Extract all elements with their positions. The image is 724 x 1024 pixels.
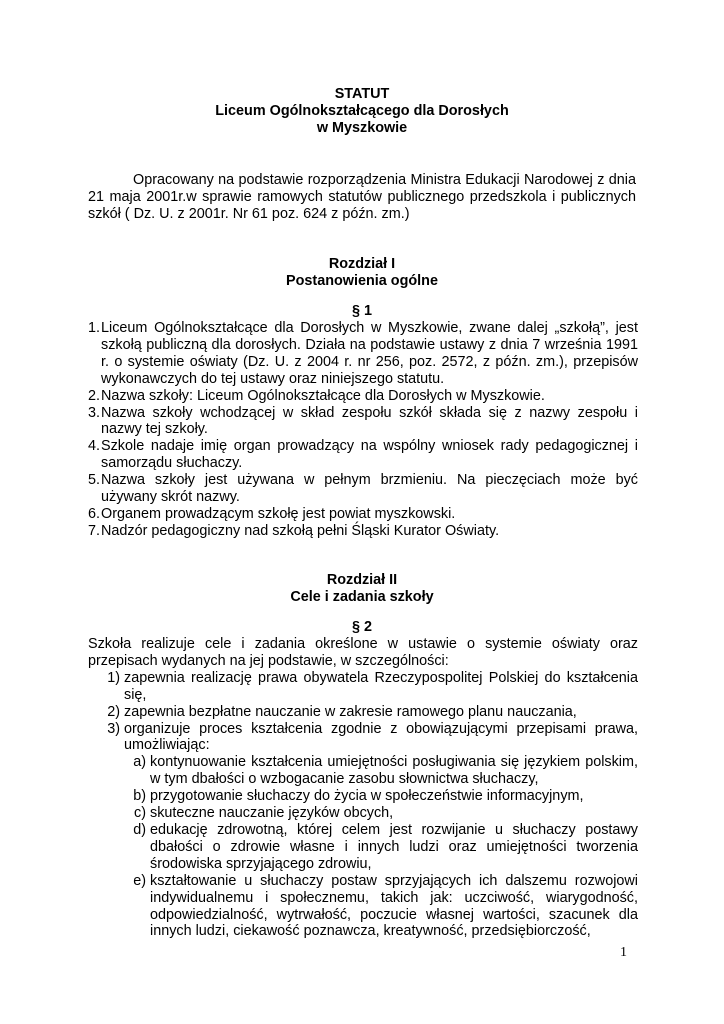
list-item: [88, 388, 638, 405]
list-item: [88, 788, 638, 805]
item-number: 4.: [88, 438, 101, 455]
item-letter: e): [133, 872, 146, 889]
item-letter: a): [133, 754, 146, 771]
list-item: [88, 506, 638, 523]
intro-paragraph: Opracowany na podstawie rozporządzenia Ministra Edukacji Narodowej z dnia 21 maja 2001r.w sprawie ramowych statutów publicznego przedszkola i publicznych szkół ( Dz. U. z 2001r. Nr 61 poz. 624 z późn. zm.): [88, 172, 636, 222]
item-text: organizuje proces kształcenia zgodnie z obowiązującymi przepisami prawa, umożliwiając:: [124, 720, 638, 754]
section-2-mark: § 2: [351, 619, 372, 635]
list-item: [88, 721, 638, 755]
item-text: Nazwa szkoły: Liceum Ogólnokształcące dla Dorosłych w Myszkowie.: [101, 387, 545, 404]
item-letter: c): [134, 805, 146, 822]
item-number: 6.: [88, 505, 101, 522]
item-number: 1.: [88, 320, 101, 336]
list-item: [88, 754, 638, 788]
item-text: skuteczne nauczanie języków obcych,: [150, 805, 394, 822]
chapter-1-subtitle: Postanowienia ogólne: [286, 272, 438, 289]
item-number: 2): [107, 703, 120, 720]
item-text: Organem prowadzącym szkołę jest powiat myszkowski.: [101, 505, 456, 522]
list-item: [88, 438, 638, 472]
list-item: [88, 805, 638, 822]
item-number: 2.: [88, 387, 101, 404]
chapter-2-heading: [88, 572, 636, 606]
item-text: Nazwa szkoły jest używana w pełnym brzmieniu. Na pieczęciach może być używany skrót nazwy.: [101, 472, 638, 506]
title-school-name: Liceum Ogólnokształcącego dla Dorosłych: [215, 102, 509, 119]
item-text: kontynuowanie kształcenia umiejętności posługiwania się językiem polskim, w tym dbałości o wzbogacanie zasobu słownictwa słuchaczy,: [150, 754, 638, 788]
page-number: 1: [620, 945, 627, 960]
list-item: [88, 320, 638, 388]
list-item: [88, 472, 638, 506]
chapter-1-title: Rozdział I: [328, 256, 396, 272]
item-letter: d): [133, 821, 146, 838]
list-item: [88, 670, 638, 704]
section-2-lead: Szkoła realizuje cele i zadania określone w ustawie o systemie oświaty oraz przepisach wydanych na jej podstawie, w szczególności:: [88, 636, 638, 669]
chapter-2-body: [88, 636, 638, 940]
item-number: 1): [107, 669, 120, 686]
item-text: zapewnia realizację prawa obywatela Rzeczypospolitej Polskiej do kształcenia się,: [124, 669, 638, 703]
list-item: [88, 873, 638, 941]
list-item: [88, 704, 638, 721]
item-number: 3): [107, 720, 120, 737]
item-text: Nazwa szkoły wchodzącej w skład zespołu szkół składa się z nazwy zespołu i nazwy tej szkoły.: [101, 404, 638, 438]
item-text: Liceum Ogólnokształcące dla Dorosłych w Myszkowie, zwane dalej „szkołą”, jest szkołą publiczną dla dorosłych. Działa na podstawie ustawy z dnia 7 września 1991 r. o systemie oświaty (Dz. U. z 2004 r. nr 256, poz. 2572, z późn. zm.), przepisów wykonawczych do tej ustawy oraz niniejszego statutu.: [101, 320, 638, 387]
list-item: [88, 523, 638, 540]
item-text: edukację zdrowotną, której celem jest rozwijanie u słuchaczy postawy dbałości o zdrowie własne i innych ludzi oraz umiejętności tworzenia środowiska sprzyjającego zdrowiu,: [150, 821, 638, 872]
list-item: [88, 405, 638, 439]
section-1-mark: § 1: [351, 303, 372, 319]
item-text: kształtowanie u słuchaczy postaw sprzyjających ich dalszemu rozwojowi indywidualnemu i społecznemu, takich jak: uczciwość, wiarygodność, odpowiedzialność, wytrwałość, poczucie własnej wartości, szacunek dla innych ludzi, ciekawość poznawcza, kreatywność, przedsiębiorczość,: [150, 872, 638, 940]
chapter-2-list: [88, 670, 638, 755]
document-title: [88, 86, 636, 137]
item-text: zapewnia bezpłatne nauczanie w zakresie ramowego planu nauczania,: [124, 703, 577, 720]
item-text: Nadzór pedagogiczny nad szkołą pełni Śląski Kurator Oświaty.: [101, 522, 500, 539]
chapter-2-title: Rozdział II: [326, 572, 398, 588]
list-item: [88, 822, 638, 873]
item-number: 5.: [88, 472, 101, 489]
item-number: 3.: [88, 404, 101, 421]
chapter-1-heading: [88, 256, 636, 290]
item-number: 7.: [88, 522, 101, 539]
title-location: w Myszkowie: [316, 119, 408, 136]
chapter-2-subtitle: Cele i zadania szkoły: [290, 588, 434, 605]
item-letter: b): [133, 788, 146, 805]
chapter-1-list: [88, 320, 638, 540]
item-text: Szkole nadaje imię organ prowadzący na wspólny wniosek rady pedagogicznej i samorządu słuchaczy.: [101, 438, 638, 472]
chapter-2-sublist: [88, 754, 638, 940]
item-text: przygotowanie słuchaczy do życia w społeczeństwie informacyjnym,: [150, 788, 584, 805]
title-statut: STATUT: [334, 86, 390, 102]
